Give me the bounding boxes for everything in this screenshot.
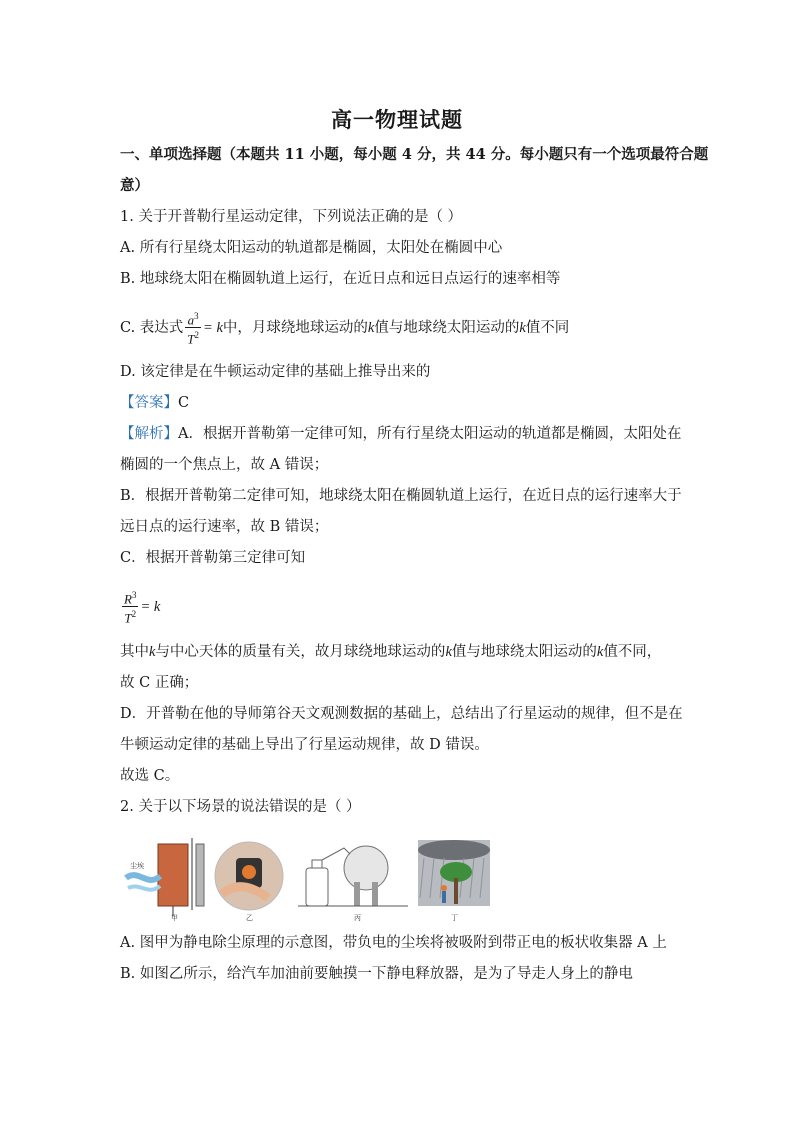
figure-label-bing: 丙 bbox=[354, 914, 361, 922]
analysis-c-mid2: 值与地球绕太阳运动的 bbox=[451, 644, 597, 660]
kepler-fraction bbox=[185, 309, 201, 347]
q2-figures-svg bbox=[118, 838, 498, 922]
fraction-denominator-exp: 2 bbox=[194, 330, 200, 341]
figure-label-jia: 甲 bbox=[171, 914, 178, 922]
formula-denominator: T bbox=[124, 610, 132, 626]
electrode bbox=[196, 844, 204, 906]
section-heading-cont: 意） bbox=[120, 177, 149, 194]
figure-bing bbox=[298, 846, 408, 922]
analysis-tag: 【解析】 bbox=[120, 426, 178, 442]
bottle bbox=[306, 868, 328, 906]
q1-analysis-b: B．根据开普勒第二定律可知，地球绕太阳在椭圆轨道上运行，在近日点的运行速率大于 bbox=[120, 488, 682, 504]
glass-sphere bbox=[344, 846, 388, 890]
formula-numerator-exp: 3 bbox=[131, 590, 137, 600]
q1-analysis-c-detail bbox=[120, 642, 661, 662]
q1-conclusion: 故选 C。 bbox=[120, 768, 180, 784]
q1-option-c-end: 值不同 bbox=[525, 319, 570, 336]
q1-option-b: B. 地球绕太阳在椭圆轨道上运行，在近日点和远日点运行的速率相等 bbox=[120, 271, 561, 287]
answer-value: C bbox=[178, 395, 190, 411]
q1-answer bbox=[120, 393, 189, 413]
analysis-c-end: 值不同， bbox=[603, 644, 662, 660]
figure-yi bbox=[215, 842, 283, 922]
q1-analysis-b-cont: 远日点的运行速率，故 B 错误； bbox=[120, 519, 329, 535]
q1-analysis-a-cont: 椭圆的一个焦点上，故 A 错误； bbox=[120, 457, 329, 473]
analysis-c-mid: 与中心天体的质量有关，故月球绕地球运动的 bbox=[155, 644, 446, 660]
q1-analysis-d-cont: 牛顿运动定律的基础上导出了行星运动规律，故 D 错误。 bbox=[120, 737, 489, 753]
q2-option-a: A. 图甲为静电除尘原理的示意图，带负电的尘埃将被吸附到带正电的板状收集器 A 上 bbox=[120, 935, 667, 951]
dust-label: 尘埃 bbox=[130, 862, 144, 870]
kepler-third-law-formula bbox=[120, 588, 160, 626]
section-heading: 一、单项选择题（本题共 11 小题，每小题 4 分，共 44 分。每小题只有一个选项最符合题 bbox=[120, 146, 709, 163]
figure-label-yi: 乙 bbox=[246, 914, 253, 922]
figure-ding bbox=[418, 840, 490, 922]
page-title: 高一物理试题 bbox=[331, 107, 463, 132]
formula-numerator: R bbox=[124, 591, 132, 607]
q1-option-d: D. 该定律是在牛顿运动定律的基础上推导出来的 bbox=[120, 364, 431, 380]
q1-option-c-prefix: C. 表达式 bbox=[120, 319, 184, 336]
q1-analysis-d: D．开普勒在他的导师第谷天文观测数据的基础上，总结出了行星运动的规律，但不是在 bbox=[120, 706, 683, 722]
answer-tag: 【答案】 bbox=[120, 395, 178, 411]
analysis-a-text: A．根据开普勒第一定律可知，所有行星绕太阳运动的轨道都是椭圆，太阳处在 bbox=[178, 426, 682, 442]
q1-option-a: A. 所有行星绕太阳运动的轨道都是椭圆，太阳处在椭圆中心 bbox=[120, 240, 503, 256]
q1-option-c-mid2: 值与地球绕太阳运动的 bbox=[374, 319, 520, 336]
q1-analysis-c-conclusion: 故 C 正确； bbox=[120, 675, 199, 691]
fraction-numerator: a bbox=[187, 312, 195, 328]
analysis-c-pre: 其中 bbox=[120, 644, 149, 660]
fraction-numerator-exp: 3 bbox=[194, 311, 199, 321]
k-symbol: k bbox=[149, 644, 156, 660]
fraction-denominator: T bbox=[187, 331, 195, 347]
fraction-equals: = k bbox=[203, 319, 223, 336]
k-symbol: k bbox=[596, 644, 604, 660]
formula-fraction bbox=[122, 588, 138, 626]
q1-analysis-a bbox=[120, 424, 681, 444]
dust-stream bbox=[126, 875, 160, 880]
formula-denominator-exp: 2 bbox=[131, 609, 137, 620]
q1-option-c-mid: 中，月球绕地球运动的 bbox=[222, 319, 368, 336]
figure-label-ding: 丁 bbox=[451, 914, 458, 922]
q1-option-c bbox=[120, 309, 569, 347]
person bbox=[441, 885, 447, 891]
k-symbol: k bbox=[367, 319, 375, 336]
q2-stem: 2. 关于以下场景的说法错误的是（ ） bbox=[120, 799, 361, 815]
formula-equals: = k bbox=[140, 598, 161, 615]
k-symbol: k bbox=[519, 319, 526, 336]
figure-jia bbox=[126, 838, 204, 922]
q1-stem: 1. 关于开普勒行星运动定律，下列说法正确的是（ ） bbox=[120, 209, 463, 225]
q2-option-b: B. 如图乙所示，给汽车加油前要触摸一下静电释放器，是为了导走人身上的静电 bbox=[120, 966, 633, 982]
q2-figure-strip bbox=[118, 838, 498, 922]
k-symbol: k bbox=[445, 644, 452, 660]
q1-analysis-c: C．根据开普勒第三定律可知 bbox=[120, 550, 306, 566]
collector-plate bbox=[158, 844, 188, 906]
